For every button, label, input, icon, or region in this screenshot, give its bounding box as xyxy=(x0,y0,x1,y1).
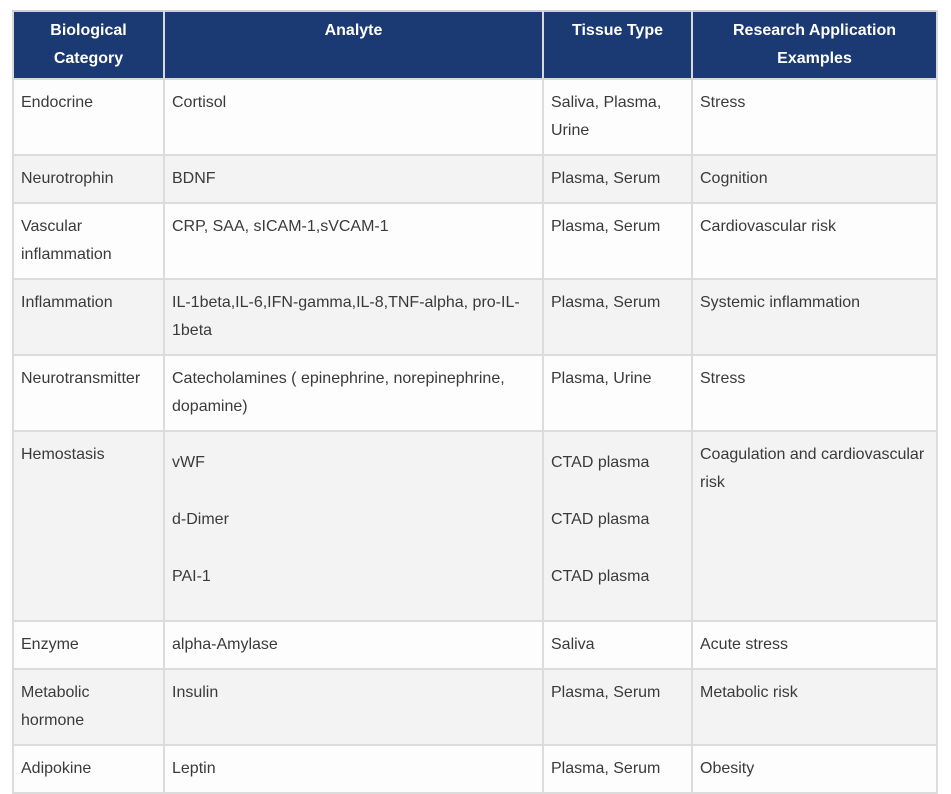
cell-category: Neurotrophin xyxy=(13,155,164,203)
header-research-application xyxy=(692,11,937,79)
tissue-item: CTAD plasma xyxy=(551,568,650,585)
cell-tissue: Saliva, Plasma, Urine xyxy=(543,79,692,155)
biomarker-table xyxy=(12,10,938,794)
table-row xyxy=(13,355,937,431)
cell-category: Endocrine xyxy=(13,79,164,155)
cell-category: Hemostasis xyxy=(13,431,164,621)
cell-category: Enzyme xyxy=(13,621,164,669)
cell-analyte: Leptin xyxy=(164,745,543,793)
cell-tissue: Saliva xyxy=(543,621,692,669)
table-row xyxy=(13,431,937,621)
cell-analyte: Cortisol xyxy=(164,79,543,155)
cell-application: Stress xyxy=(692,79,937,155)
cell-tissue: Plasma, Serum xyxy=(543,155,692,203)
table-row xyxy=(13,279,937,355)
table-row xyxy=(13,621,937,669)
cell-category: Adipokine xyxy=(13,745,164,793)
cell-category: Metabolic hormone xyxy=(13,669,164,745)
cell-tissue: Plasma, Urine xyxy=(543,355,692,431)
header-analyte: Analyte xyxy=(164,11,543,79)
analyte-item: PAI-1 xyxy=(172,568,211,585)
cell-analyte: CRP, SAA, sICAM-1,sVCAM-1 xyxy=(164,203,543,279)
cell-application: Obesity xyxy=(692,745,937,793)
cell-tissue: Plasma, Serum xyxy=(543,203,692,279)
cell-analyte: Insulin xyxy=(164,669,543,745)
cell-analyte: BDNF xyxy=(164,155,543,203)
table-body xyxy=(13,79,937,793)
cell-application: Metabolic risk xyxy=(692,669,937,745)
header-category-line2: Category xyxy=(53,50,124,67)
table-row xyxy=(13,745,937,793)
tissue-item: CTAD plasma xyxy=(551,511,650,528)
cell-category: Vascular inflammation xyxy=(13,203,164,279)
header-row xyxy=(13,11,937,79)
cell-tissue: Plasma, Serum xyxy=(543,279,692,355)
table-header xyxy=(13,11,937,79)
cell-tissue: Plasma, Serum xyxy=(543,745,692,793)
cell-application: Cardiovascular risk xyxy=(692,203,937,279)
tissue-item: CTAD plasma xyxy=(551,454,650,471)
analyte-item: vWF xyxy=(172,454,205,471)
header-application-line1: Research Application xyxy=(732,22,896,39)
cell-analyte-list xyxy=(164,431,543,621)
cell-analyte: IL-1beta,IL-6,IFN-gamma,IL-8,TNF-alpha, pro-IL-1beta xyxy=(164,279,543,355)
table-row xyxy=(13,155,937,203)
cell-analyte: Catecholamines ( epinephrine, norepinephrine, dopamine) xyxy=(164,355,543,431)
cell-application: Stress xyxy=(692,355,937,431)
cell-application: Cognition xyxy=(692,155,937,203)
cell-analyte: alpha-Amylase xyxy=(164,621,543,669)
table-row xyxy=(13,669,937,745)
cell-application: Systemic inflammation xyxy=(692,279,937,355)
header-biological-category xyxy=(13,11,164,79)
cell-application: Coagulation and cardiovascular risk xyxy=(692,431,937,621)
cell-category: Neurotransmitter xyxy=(13,355,164,431)
header-tissue-type: Tissue Type xyxy=(543,11,692,79)
cell-tissue-list xyxy=(543,431,692,621)
table-row xyxy=(13,203,937,279)
cell-category: Inflammation xyxy=(13,279,164,355)
table-row xyxy=(13,79,937,155)
header-application-line2: Examples xyxy=(777,50,852,67)
cell-tissue: Plasma, Serum xyxy=(543,669,692,745)
header-category-line1: Biological xyxy=(50,22,127,39)
cell-application: Acute stress xyxy=(692,621,937,669)
analyte-item: d-Dimer xyxy=(172,511,229,528)
